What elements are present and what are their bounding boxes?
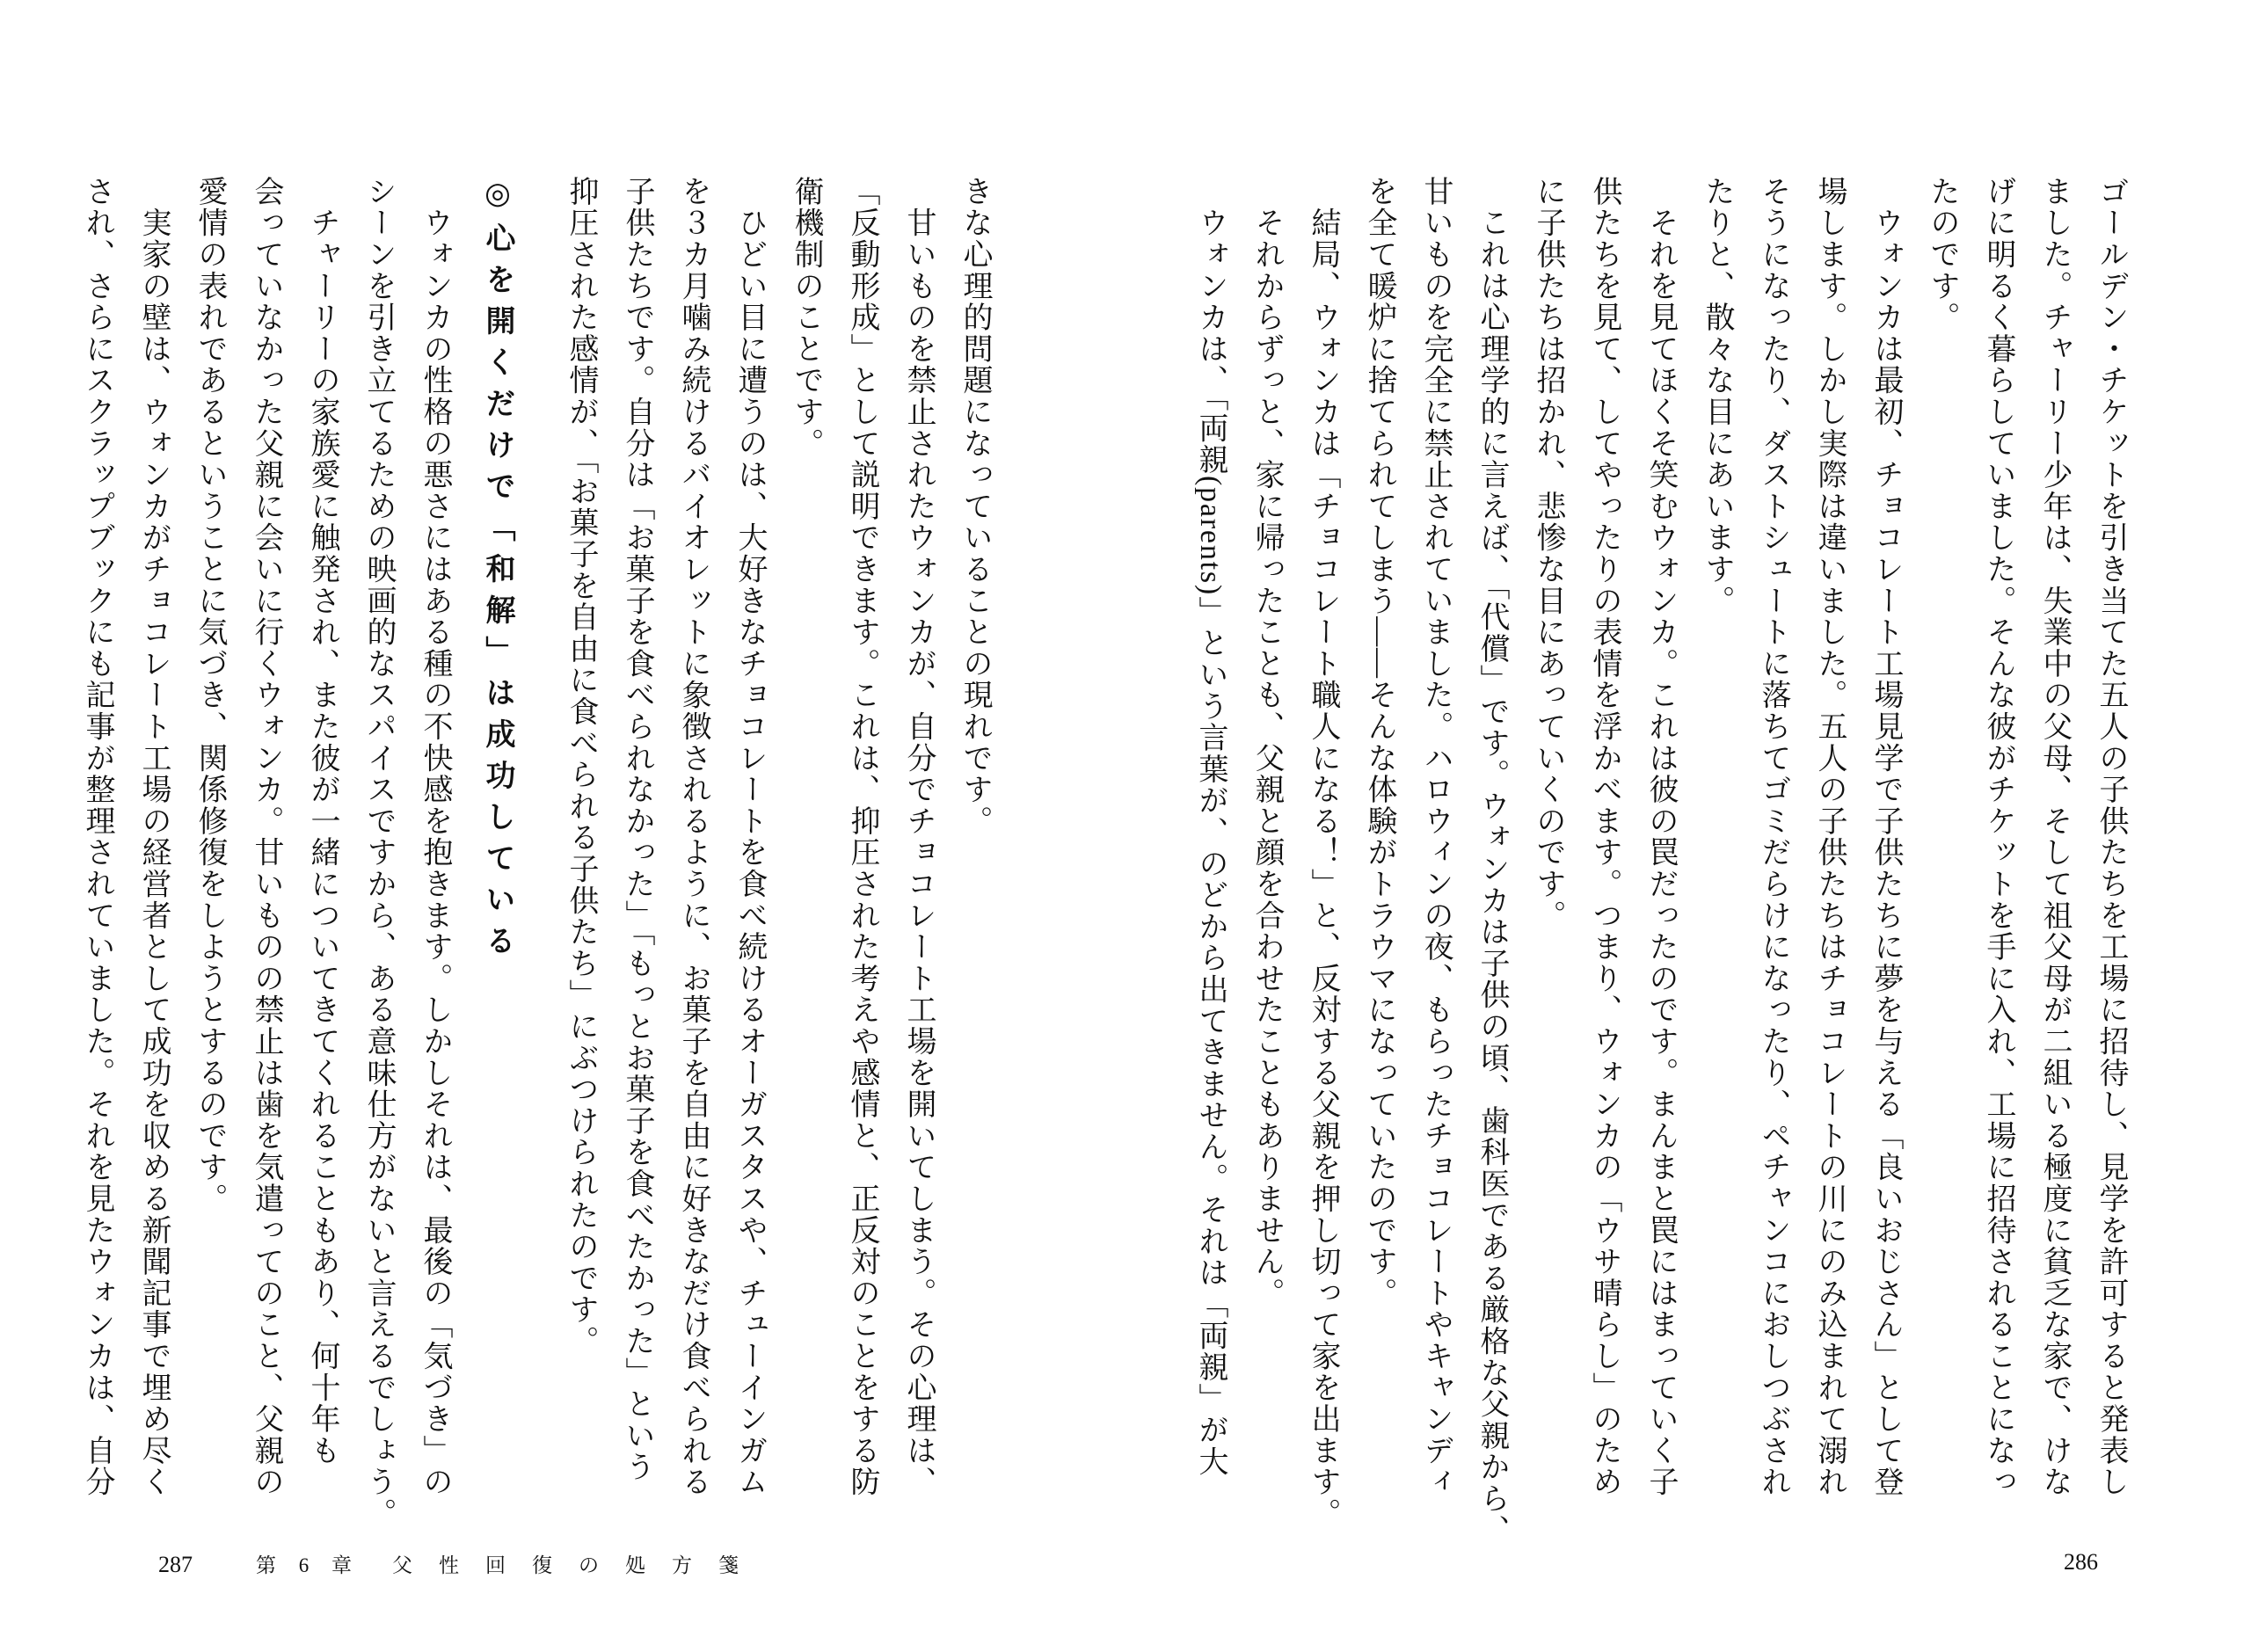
left-page-text-block [69,176,1002,1537]
text-column: ひどい目に遭うのは、大好きなチョコレートを食べ続けるオーガスタスや、チューインガム [733,176,766,1498]
text-column: ました。チャーリー少年は、失業中の父母、そして祖父母が二組いる極度に貧乏な家で、けな [2038,176,2071,1498]
text-column: 愛情の表れであるということに気づき、関係修復をしようとするのです。 [193,176,226,1215]
text-column: 「反動形成」として説明できます。これは、抑圧された考えや感情と、正反対のことをする防 [846,176,878,1498]
text-column: 衛機制のことです。 [790,176,822,460]
text-column: チャーリーの家族愛に触発され、また彼が一緒についてきてくれることもあり、何十年も [306,176,339,1466]
text-column: 甘いものを完全に禁止されていました。ハロウィンの夜、もらったチョコレートやキャンディ [1419,176,1452,1498]
text-column: 場します。しかし実際は違いました。五人の子供たちはチョコレートの川にのみ込まれて溺れ [1813,176,1846,1498]
text-column: に子供たちは招かれ、悲惨な目にあっていくのです。 [1532,176,1564,932]
text-column: 子供たちです。自分は「お菓子を食べられなかった」「もっとお菓子を食べたかった」という [621,176,653,1483]
left-page-footer [158,1549,765,1578]
section-heading: ◎心を開くだけで「和解」は成功している [481,176,514,966]
chapter-number-label: 第 6 章 [256,1554,361,1576]
right-page-text-block [1182,176,2138,1546]
text-column: たりと、散々な目にあいます。 [1701,176,1733,617]
text-column: 供たちを見て、してやったりの表情を浮かべます。つまり、ウォンカの「ウサ晴らし」のため [1588,176,1621,1498]
text-column: これは心理学的に言えば、「代償」です。ウォンカは子供の頃、歯科医である厳格な父親から、 [1475,176,1508,1546]
text-column: そうになったり、ダストシュートに落ちてゴミだらけになったり、ペチャンコにおしつぶされ [1757,176,1789,1498]
text-column: 会っていなかった父親に会いに行くウォンカ。甘いものの禁止は歯を気遣ってのこと、父親の [250,176,282,1498]
text-column: を３カ月噛み続けるバイオレットに象徴されるように、お菓子を自由に好きなだけ食べられる [677,176,710,1498]
text-column: ゴールデン・チケットを引き当てた五人の子供たちを工場に招待し、見学を許可すると発表し [2094,176,2127,1498]
text-column: ウォンカの性格の悪さにはある種の不快感を抱きます。しかしそれは、最後の「気づき」の [419,176,451,1498]
page-number-left: 287 [158,1552,193,1577]
text-column: ウォンカは最初、チョコレート工場見学で子供たちに夢を与える「良いおじさん」として登 [1869,176,1902,1498]
text-column: 結局、ウォンカは「チョコレート職人になる！」と、反対する父親を押し切って家を出ます。 [1307,176,1339,1530]
text-column: 甘いものを禁止されたウォンカが、自分でチョコレート工場を開いてしまう。その心理は、 [902,176,935,1498]
text-column: たのです。 [1926,176,1958,333]
text-column: され、さらにスクラップブックにも記事が整理されていました。それを見たウォンカは、自分 [81,176,113,1498]
text-column: それからずっと、家に帰ったことも、父親と顔を合わせたこともありません。 [1250,176,1283,1309]
chapter-footer [256,1549,765,1578]
chapter-title-label: 父性回復の処方箋 [392,1554,765,1576]
text-column: げに明るく暮らしていました。そんな彼がチケットを手に入れ、工場に招待されることになっ [1982,176,2014,1498]
text-column: を全て暖炉に捨てられてしまう――そんな体験がトラウマになっていたのです。 [1363,176,1395,1309]
text-column: ウォンカは、「両親(parents)」という言葉が、のどから出てきません。それは「両親」が大 [1194,176,1227,1478]
page-right [1126,0,2251,1652]
text-column: それを見てほくそ笑むウォンカ。これは彼の罠だったのです。まんまと罠にはまっていく子 [1644,176,1677,1498]
page-number-right: 286 [2064,1549,2098,1575]
text-column: 抑圧された感情が、「お菓子を自由に食べられる子供たち」にぶつけられたのです。 [565,176,597,1357]
text-column: シーンを引き立てるための映画的なスパイスですから、ある意味仕方がないと言えるでしょう。 [362,176,395,1530]
text-column: 実家の壁は、ウォンカがチョコレート工場の経営者として成功を収める新聞記事で埋め尽く [137,176,170,1498]
text-column: きな心理的問題になっていることの現れです。 [958,176,991,837]
